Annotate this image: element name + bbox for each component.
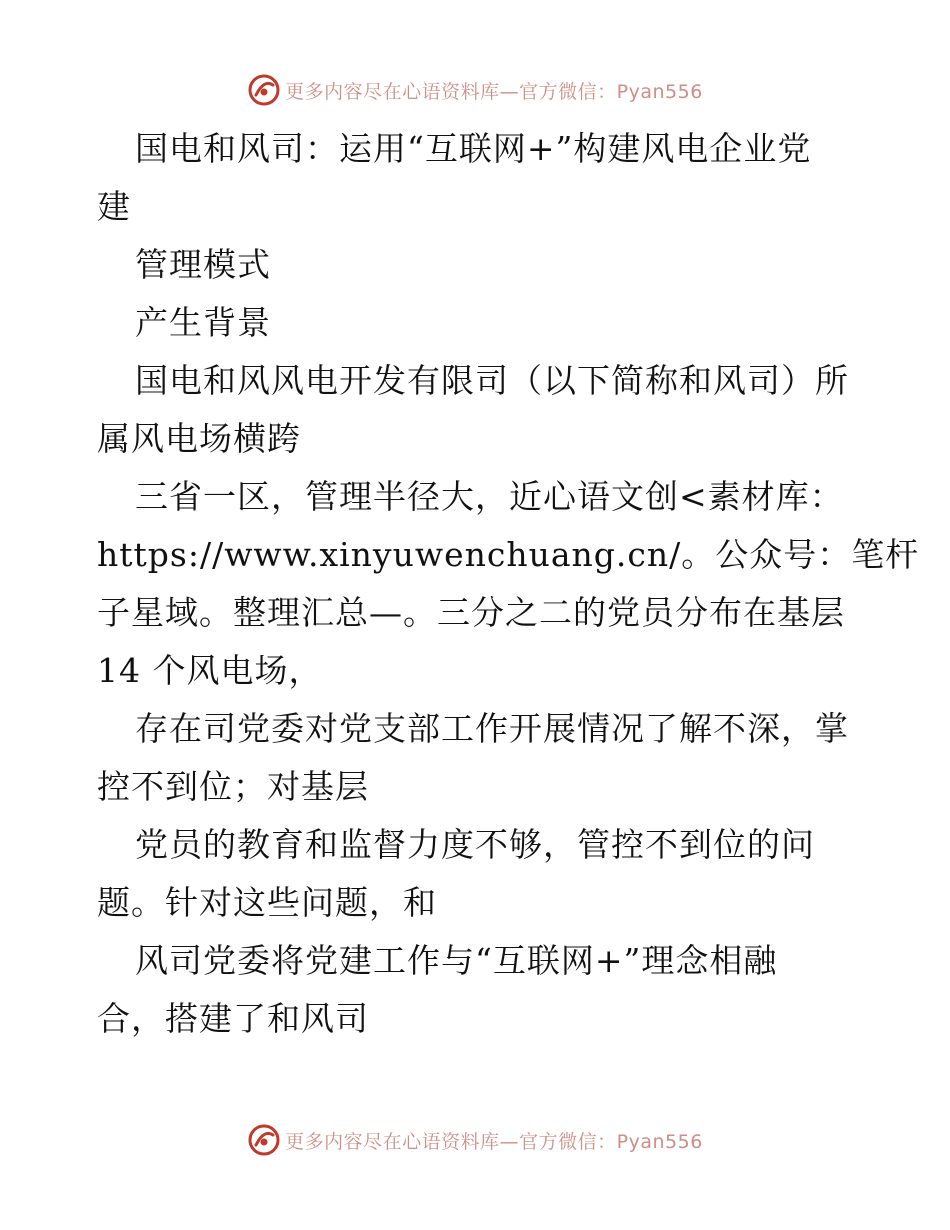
text-line: 国电和风司：运用“互联网+”构建风电企业党 xyxy=(135,129,812,168)
text-line: 属风电场横跨 xyxy=(97,419,301,458)
text-line: 子星域。整理汇总—。三分之二的党员分布在基层 xyxy=(97,593,845,632)
header-banner xyxy=(0,72,950,108)
text-line: 控不到位；对基层 xyxy=(97,767,369,806)
text-line: 建 xyxy=(97,187,131,226)
red-seal-logo-icon xyxy=(247,73,281,107)
text-line: 14 个风电场， xyxy=(97,651,323,690)
red-seal-logo-icon xyxy=(247,1123,281,1157)
text-line: 管理模式 xyxy=(135,245,271,284)
footer-banner-text: 更多内容尽在心语资料库—官方微信：Pyan556 xyxy=(285,1130,703,1153)
text-line: 题。针对这些问题，和 xyxy=(97,883,437,922)
text-line: 党员的教育和监督力度不够，管控不到位的问 xyxy=(135,825,815,864)
text-line: https://www.xinyuwenchuang.cn/。公众号：笔杆 xyxy=(97,535,920,574)
document-body xyxy=(97,120,920,1048)
text-line: 三省一区，管理半径大，近心语文创<素材库： xyxy=(135,477,844,516)
text-line: 国电和风风电开发有限司（以下简称和风司）所 xyxy=(135,361,849,400)
text-line: 风司党委将党建工作与“互联网+”理念相融 xyxy=(135,941,778,980)
header-banner-text: 更多内容尽在心语资料库—官方微信：Pyan556 xyxy=(285,80,703,103)
text-line: 产生背景 xyxy=(135,303,271,342)
footer-banner xyxy=(0,1122,950,1158)
text-line: 存在司党委对党支部工作开展情况了解不深，掌 xyxy=(135,709,849,748)
text-line: 合，搭建了和风司 xyxy=(97,999,369,1038)
